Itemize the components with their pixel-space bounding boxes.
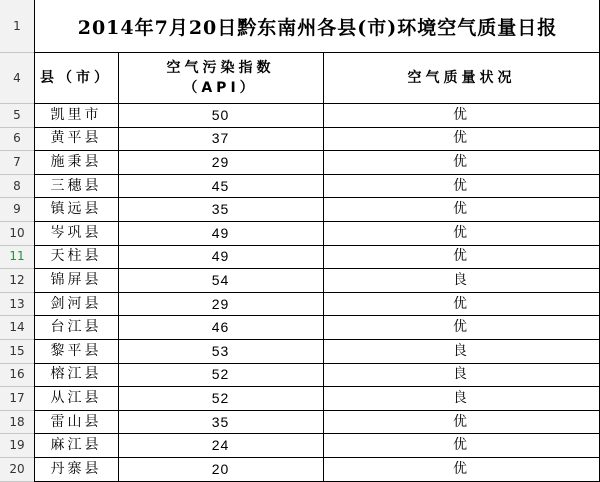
quality-cell[interactable]: 良: [453, 389, 470, 406]
county-cell[interactable]: 岑巩县: [50, 224, 102, 241]
api-cell[interactable]: 29: [211, 295, 230, 312]
county-cell[interactable]: 雷山县: [50, 413, 102, 430]
county-cell[interactable]: 榕江县: [50, 366, 102, 383]
gridline: [0, 457, 34, 458]
api-cell[interactable]: 46: [211, 319, 230, 336]
row-number[interactable]: 17: [9, 391, 25, 405]
api-cell[interactable]: 49: [211, 224, 230, 241]
quality-cell[interactable]: 优: [453, 248, 470, 265]
quality-cell[interactable]: 优: [453, 106, 470, 123]
row-number[interactable]: 12: [9, 273, 25, 287]
county-cell[interactable]: 天柱县: [50, 248, 102, 265]
row-number[interactable]: 1: [13, 19, 21, 33]
quality-cell[interactable]: 良: [453, 366, 470, 383]
column-rule: [118, 52, 119, 481]
gridline: [0, 339, 34, 340]
row-number[interactable]: 14: [9, 320, 25, 335]
api-cell[interactable]: 29: [211, 153, 230, 170]
row-number[interactable]: 18: [9, 414, 25, 429]
row-number[interactable]: 7: [13, 155, 21, 169]
column-rule: [34, 0, 35, 481]
quality-cell[interactable]: 优: [453, 224, 470, 241]
gridline: [0, 363, 34, 364]
api-cell[interactable]: 54: [211, 271, 230, 288]
quality-cell[interactable]: 优: [453, 130, 470, 147]
column-header-quality: 空气质量状况: [407, 69, 516, 86]
gridline: [0, 52, 34, 53]
api-cell[interactable]: 52: [211, 389, 230, 406]
gridline: [0, 197, 34, 198]
quality-cell[interactable]: 良: [453, 271, 470, 288]
api-cell[interactable]: 52: [211, 366, 230, 383]
gridline: [0, 292, 34, 293]
county-cell[interactable]: 从江县: [50, 389, 102, 406]
report-title: 2014年7月20日黔东南州各县(市)环境空气质量日报: [77, 16, 558, 39]
row-number[interactable]: 20: [9, 461, 25, 476]
api-cell[interactable]: 35: [211, 201, 230, 218]
quality-cell[interactable]: 优: [453, 460, 470, 477]
quality-cell[interactable]: 优: [453, 437, 470, 454]
gridline: [0, 245, 34, 246]
quality-cell[interactable]: 优: [453, 201, 470, 218]
county-cell[interactable]: 丹寨县: [50, 460, 102, 477]
quality-cell[interactable]: 优: [453, 295, 470, 312]
county-cell[interactable]: 锦屏县: [50, 271, 102, 288]
county-cell[interactable]: 麻江县: [50, 437, 102, 454]
county-cell[interactable]: 剑河县: [50, 295, 102, 312]
api-cell[interactable]: 20: [211, 460, 230, 477]
row-number[interactable]: 11: [9, 249, 25, 264]
gridline: [0, 150, 34, 151]
quality-cell[interactable]: 良: [453, 342, 470, 359]
row-number[interactable]: 15: [9, 343, 25, 358]
gridline: [0, 103, 34, 104]
row-number[interactable]: 9: [13, 202, 21, 217]
county-cell[interactable]: 施秉县: [50, 153, 102, 170]
column-header-api-line2: （API）: [183, 79, 258, 96]
api-cell[interactable]: 49: [211, 248, 230, 265]
county-cell[interactable]: 凯里市: [50, 106, 102, 123]
row-number[interactable]: 16: [9, 367, 25, 382]
quality-cell[interactable]: 优: [453, 413, 470, 430]
api-cell[interactable]: 45: [211, 177, 230, 194]
api-cell[interactable]: 37: [211, 130, 230, 147]
gridline: [0, 315, 34, 316]
gridline: [0, 127, 34, 128]
row-number[interactable]: 6: [13, 131, 21, 146]
row-number[interactable]: 8: [13, 178, 21, 193]
row-number[interactable]: 5: [13, 107, 21, 122]
gridline: [0, 174, 34, 175]
row-number[interactable]: 13: [9, 296, 25, 311]
quality-cell[interactable]: 优: [453, 153, 470, 170]
api-cell[interactable]: 53: [211, 342, 230, 359]
gridline: [0, 268, 34, 269]
column-header-api-line1: 空气污染指数: [166, 59, 275, 76]
column-header-county: 县（市）: [40, 69, 112, 86]
row-number[interactable]: 10: [9, 225, 25, 240]
county-cell[interactable]: 黎平县: [50, 342, 102, 359]
quality-cell[interactable]: 优: [453, 177, 470, 194]
county-cell[interactable]: 镇远县: [50, 201, 102, 218]
column-header-api: [118, 52, 323, 103]
api-cell[interactable]: 50: [211, 106, 230, 123]
api-cell[interactable]: 24: [211, 437, 230, 454]
row-number[interactable]: 19: [9, 438, 25, 453]
gridline: [0, 410, 34, 411]
gridline: [0, 433, 34, 434]
gridline: [0, 386, 34, 387]
gridline: [0, 221, 34, 222]
county-cell[interactable]: 黄平县: [50, 130, 102, 147]
quality-cell[interactable]: 优: [453, 319, 470, 336]
county-cell[interactable]: 三穗县: [50, 177, 102, 194]
api-cell[interactable]: 35: [211, 413, 230, 430]
row-number[interactable]: 4: [13, 70, 21, 85]
county-cell[interactable]: 台江县: [50, 319, 102, 336]
column-rule: [323, 52, 324, 481]
